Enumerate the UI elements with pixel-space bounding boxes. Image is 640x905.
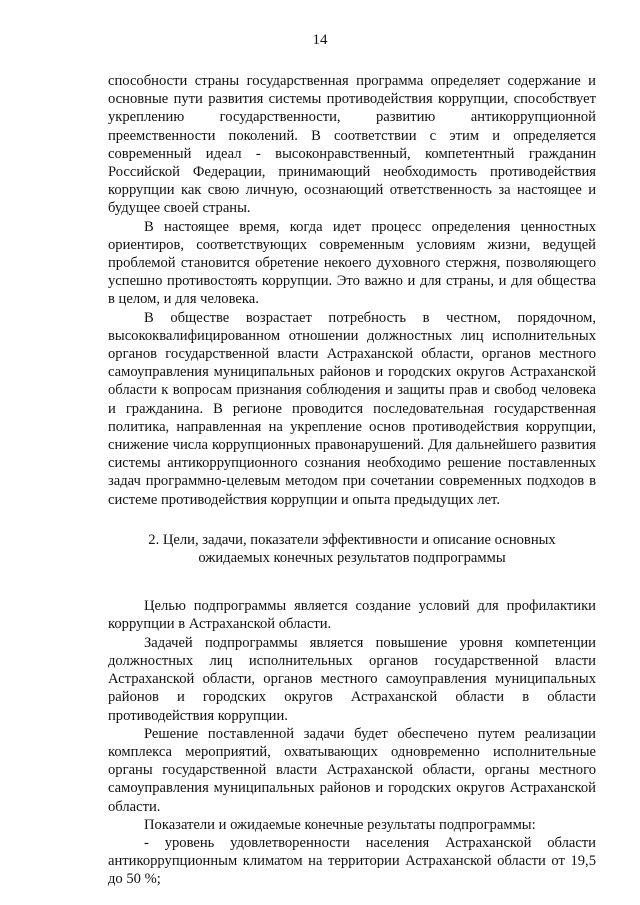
- page-number: 14: [312, 32, 328, 48]
- paragraph-solution: Решение поставленной задачи будет обеспечено путем реализации комплекса мероприятий, охватывающих одновременно исполнительные органы государственной власти Астраханской области, органы местного самоуправления муниципальных районов и городских округов Астраханской области.: [108, 725, 596, 815]
- paragraph-task: Задачей подпрограммы является повышение уровня компетенции должностных лиц исполнительных органов государственной власти Астраханской области, органов местного самоуправления муниципальных районов и городских округов Астраханской области в области противодействия коррупции.: [108, 634, 596, 724]
- paragraph-value-orientation: В настоящее время, когда идет процесс определения ценностных ориентиров, соответствующих современным условиям жизни, ведущей проблемой становится обретение некоего духовного стержня, позволяющего успешно противостоять коррупции. Это важно и для страны, и для общества в целом, и для человека.: [108, 218, 596, 308]
- list-item-satisfaction-level: - уровень удовлетворенности населения Астраханской области антикоррупционным климатом на территории Астраханской области от 19,5 до 50 %;: [108, 834, 596, 888]
- document-body: [108, 72, 596, 889]
- paragraph-indicators-intro: Показатели и ожидаемые конечные результаты подпрограммы:: [144, 816, 536, 833]
- paragraph-goal: Целью подпрограммы является создание условий для профилактики коррупции в Астраханской области.: [108, 598, 596, 633]
- paragraph-society-need: В обществе возрастает потребность в честном, порядочном, высококвалифицированном отношении должностных лиц исполнительных органов государственной власти Астраханской области, органов местного самоуправления муниципальных районов и городских округов Астраханской области к вопросам признания соблюдения и защиты прав и свобод человека и гражданина. В регионе проводится последовательная государственная политика, направленная на укрепление основ противодействия коррупции, снижение числа коррупционных правонарушений. Для дальнейшего развития системы антикоррупционного сознания необходимо решение поставленных задач программно-целевым методом при сочетании современных подходов в системе противодействия коррупции и опыта предыдущих лет.: [108, 309, 596, 508]
- paragraph-continuation: способности страны государственная программа определяет содержание и основные пути развития системы противодействия коррупции, способствует укреплению государственности, развитию антикоррупционной преемственности поколений. В соответствии с этим и определяется современный идеал - высоконравственный, компетентный гражданин Российской Федерации, принимающий необходимость противодействия коррупции как свою личную, осознающий ответственность за настоящее и будущее своей страны.: [108, 73, 596, 217]
- section-heading-line-1: 2. Цели, задачи, показатели эффективности и описание основных: [148, 531, 556, 548]
- section-heading-line-2: ожидаемых конечных результатов подпрограммы: [198, 550, 506, 567]
- section-heading: [108, 531, 596, 567]
